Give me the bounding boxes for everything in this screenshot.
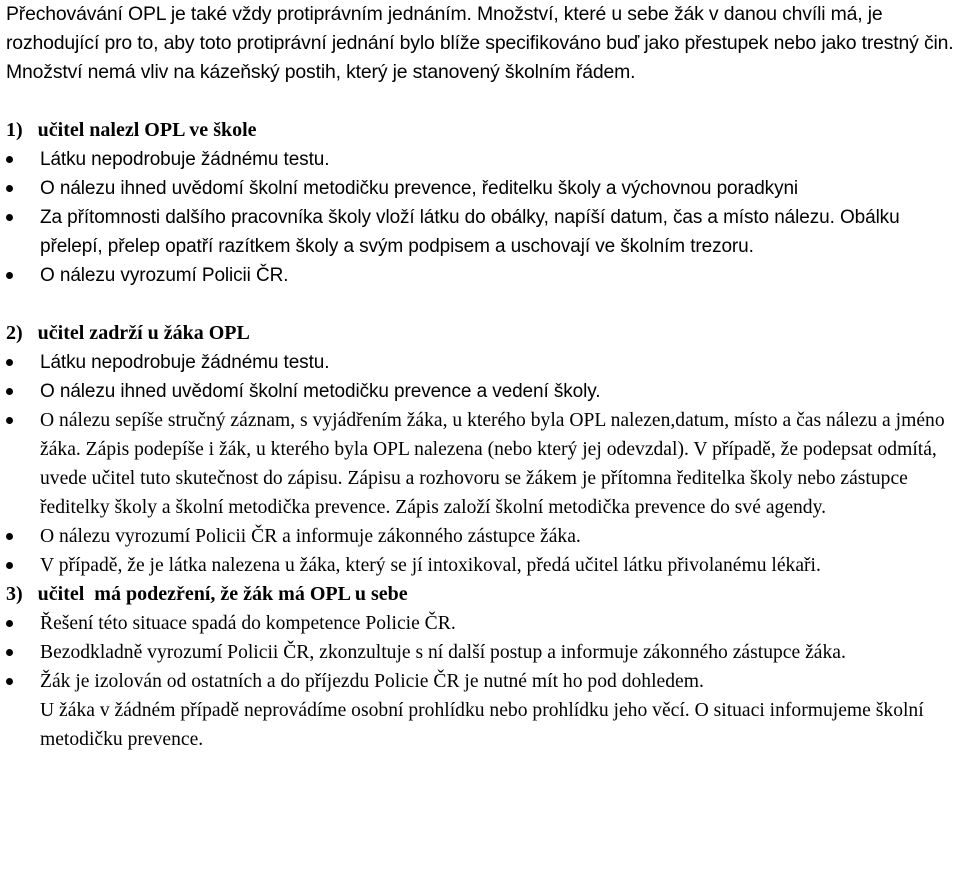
bullet-icon: [6, 388, 13, 395]
section-2-heading: 2) učitel zadrží u žáka OPL: [6, 322, 250, 344]
bullet-icon: [6, 417, 13, 424]
spacer: [6, 290, 956, 319]
bullet-icon: [6, 359, 13, 366]
bullet-icon: [6, 678, 13, 685]
list-item: Žák je izolován od ostatních a do příjezdu Policie ČR je nutné mít ho pod dohledem.: [6, 667, 956, 696]
intro-paragraph: Přechovávání OPL je také vždy protiprávním jednáním. Množství, které u sebe žák v danou chvíli má, je rozhodující pro to, aby toto protiprávní jednání bylo blíže specifikováno buď jako přestupek nebo jako trestný čin. Množství nemá vliv na kázeňský postih, který je stanovený školním řádem.: [6, 3, 954, 83]
list-item: Látku nepodrobuje žádnému testu.: [6, 348, 956, 377]
list-item: O nálezu sepíše stručný záznam, s vyjádřením žáka, u kterého byla OPL nalezen,datum, místo a čas nálezu a jméno žáka. Zápis podepíše i žák, u kterého byla OPL nalezena (nebo který jej odevzdal). V případě, že podepsat odmítá, uvede učitel tuto skutečnost do zápisu. Zápisu a rozhovoru se žákem je přítomna ředitelka školy nebo zástupce ředitelky školy a školní metodička prevence. Zápis založí školní metodička prevence do své agendy.: [6, 406, 956, 522]
list-item: Za přítomnosti dalšího pracovníka školy vloží látku do obálky, napíší datum, čas a místo nálezu. Obálku přelepí, přelep opatří razítkem školy a svým podpisem a uschovají ve školním trezoru.: [6, 203, 956, 261]
bullet-icon: [6, 272, 13, 279]
bullet-icon: [6, 533, 13, 540]
bullet-icon: [6, 185, 13, 192]
spacer: [6, 87, 956, 116]
bullet-icon: [6, 620, 13, 627]
section-3-list: [6, 609, 956, 696]
list-item: O nálezu ihned uvědomí školní metodičku prevence a vedení školy.: [6, 377, 956, 406]
list-item: O nálezu vyrozumí Policii ČR.: [6, 261, 956, 290]
list-item: Bezodkladně vyrozumí Policii ČR, zkonzultuje s ní další postup a informuje zákonného zástupce žáka.: [6, 638, 956, 667]
section-3-heading: 3) učitel má podezření, že žák má OPL u sebe: [6, 583, 408, 605]
section-1-heading: 1) učitel nalezl OPL ve škole: [6, 119, 257, 141]
bullet-icon: [6, 214, 13, 221]
closing-note: U žáka v žádném případě neprovádíme osobní prohlídku nebo prohlídku jeho věcí. O situaci informujeme školní metodičku prevence.: [40, 700, 924, 750]
section-2-list: [6, 348, 956, 580]
document-page: [6, 0, 956, 754]
bullet-icon: [6, 156, 13, 163]
list-item: Řešení této situace spadá do kompetence Policie ČR.: [6, 609, 956, 638]
list-item: O nálezu ihned uvědomí školní metodičku prevence, ředitelku školy a výchovnou poradkyni: [6, 174, 956, 203]
bullet-icon: [6, 562, 13, 569]
list-item: V případě, že je látka nalezena u žáka, který se jí intoxikoval, předá učitel látku přivolanému lékaři.: [6, 551, 956, 580]
bullet-icon: [6, 649, 13, 656]
section-1-list: [6, 145, 956, 290]
list-item: Látku nepodrobuje žádnému testu.: [6, 145, 956, 174]
list-item: O nálezu vyrozumí Policii ČR a informuje zákonného zástupce žáka.: [6, 522, 956, 551]
